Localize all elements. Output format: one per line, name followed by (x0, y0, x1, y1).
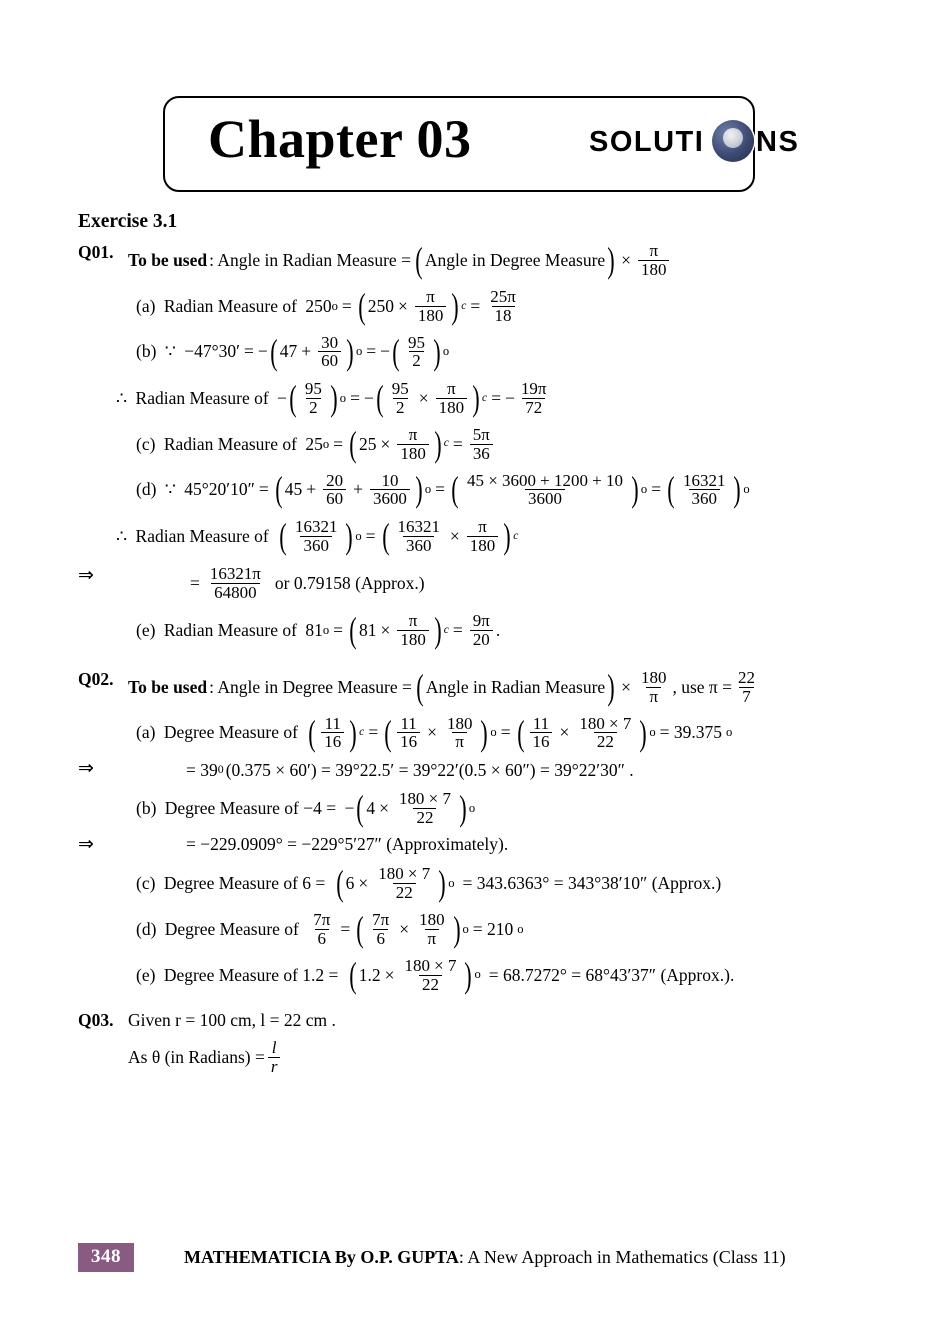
q03-line1: Given r = 100 cm, l = 22 cm . (128, 1010, 336, 1031)
q01-d-line2-text: Radian Measure of (135, 525, 269, 546)
q02-lead-tail: , use π = (672, 676, 733, 697)
q02-b-times: × (379, 797, 389, 818)
q01-c-inner-times: × (380, 433, 391, 454)
footer-caption (184, 1247, 786, 1268)
q02-c-val: 6 (345, 873, 355, 894)
q02-d-b-den: 6 (373, 929, 387, 948)
q02-c-text: Degree Measure of 6 = (163, 873, 326, 894)
q02-c-exp: o (448, 876, 455, 891)
q01-b-p1-num: 30 (321, 332, 339, 352)
q02-part-b-line2 (78, 834, 878, 857)
q01-d-p2-den: 3600 (525, 489, 565, 508)
q01-d-p1-n1: 20 (326, 470, 344, 490)
q01-label: Q01. (78, 242, 114, 263)
q02-c-tag: (c) (136, 873, 156, 894)
q01-d-line2-eq: = (365, 525, 376, 546)
footer-brand: MATHEMATICIA By O.P. GUPTA (184, 1247, 459, 1267)
q02-a-eq1: = (368, 722, 379, 743)
footer-tagline: : A New Approach in Mathematics (Class 11) (458, 1247, 786, 1267)
q02-a-eq3: = 39.375 (659, 722, 722, 743)
q01-d-eq2: = (435, 479, 446, 500)
q01-d-p1-plus1: + (306, 479, 317, 500)
q01-e-inner-val: 81 (358, 620, 377, 641)
q01-d-line2-exp2: c (513, 529, 519, 542)
q02-d-b-num: 7π (372, 910, 390, 930)
q01-b-tag: (b) (136, 341, 157, 362)
q02-a-d-den: 16 (530, 732, 553, 751)
q01-part-c: (c) Radian Measure of 25 o = ( 25 × $\frac{\pi}{180}$ ) c = $\frac{5\pi}{36}$ (136, 426, 878, 463)
q01-lead-frac-den: 180 (638, 260, 669, 279)
q02-a-a-exp: c (359, 726, 365, 739)
q02-a-e-den: 22 (594, 732, 617, 751)
q01-d-therefore: ∴ (116, 525, 128, 546)
exercise-title: Exercise 3.1 (78, 211, 178, 232)
q01-c-text: Radian Measure of (163, 433, 297, 454)
q02-lead-paren: Angle in Radian Measure (425, 676, 606, 697)
q02-pi-den: 7 (739, 687, 753, 706)
q01-b-line2-text: Radian Measure of (135, 388, 269, 409)
q02-d-c-den: π (425, 929, 440, 948)
q01-c-inner-num: π (408, 424, 418, 444)
q01-d-line2-c-num: π (478, 517, 487, 537)
q01-a-inner-den: 180 (415, 306, 446, 325)
q01-b-line2-exp: o (339, 391, 347, 406)
q02-a-eq2: = (500, 722, 511, 743)
q01-e-deg-value: 81 (305, 620, 323, 641)
q01-b-p2-den: 2 (409, 351, 423, 370)
q01-b-line2-minus2: − (363, 388, 374, 409)
q02-lead-rest: : Angle in Degree Measure = (209, 676, 412, 697)
q01-b-eq2: = (366, 341, 377, 362)
q03-label: Q03. (78, 1010, 114, 1031)
q01-d-line2-b-den: 360 (403, 536, 434, 555)
q01-lead-paren: Angle in Degree Measure (424, 250, 606, 271)
q01-d-p1-exp: o (424, 482, 432, 497)
q01-b-p2-exp: o (442, 344, 450, 359)
q02-pi-num: 22 (738, 668, 755, 688)
q02-c-result: = 343.6363° = 343°38′10″ (Approx.) (462, 873, 722, 894)
q01-b-line2-b-num: π (447, 379, 456, 399)
q01-d-p1-plus2: + (353, 479, 363, 500)
q02-b-val: 4 (366, 797, 376, 818)
q02-e-times: × (384, 964, 395, 985)
q01-a-eq1: = (341, 295, 352, 316)
q01-lead-frac-num: π (649, 241, 659, 261)
question-q03-lead (78, 1010, 878, 1031)
q01-d-p3-exp: o (743, 482, 750, 497)
q01-b-line2-num: 95 (304, 379, 322, 399)
q02-b-minus: − (344, 797, 355, 818)
q01-c-exp: c (443, 437, 449, 450)
q02-a-res-deg: o (725, 725, 733, 740)
q01-part-e: (e) Radian Measure of 81 o = ( 81 × $\frac{\pi}{180}$ ) c = $\frac{9\pi}{20}$ . (136, 610, 501, 651)
q01-c-tag: (c) (136, 433, 156, 454)
q01-d-line2-b-num: 16321 (397, 517, 440, 537)
q01-e-tag: (e) (136, 620, 156, 641)
q02-b-num: 180 × 7 (398, 789, 451, 809)
q03-line2-pre: As θ (in Radians) = (128, 1047, 265, 1068)
q01-d-lhs: 45°20′10″ (184, 479, 255, 500)
q02-part-c: (c) Degree Measure of 6 = ( 6 × $\frac{180 \times 7}{22}$ ) o = 343.6363° = 343°38′10″ (Approx.) (136, 863, 722, 904)
q01-a-tag: (a) (136, 295, 156, 316)
q01-b-minus2: − (380, 341, 391, 362)
q02-lead-bold: To be used (128, 676, 208, 697)
q02-a-line2-sup: 0 (217, 762, 224, 777)
q01-e-eq1: = (333, 620, 344, 641)
q01-d-tag: (d) (136, 479, 157, 500)
q01-a-res-num: 25π (490, 287, 516, 307)
q03-frac-den: r (268, 1057, 281, 1076)
q02-part-e: (e) Degree Measure of 1.2 = ( 1.2 × $\frac{180 \times 7}{22}$ ) o = 68.7272° = 68°43′37″ (Approx.). (136, 954, 735, 995)
q01-b-therefore: ∴ (116, 388, 128, 409)
q02-a-d-exp: o (649, 725, 656, 740)
q02-b-exp: o (468, 800, 476, 815)
q01-b-lhs: −47°30′ (184, 341, 240, 362)
q01-b-p1-plus: + (301, 341, 312, 362)
q01-lead-times: × (621, 250, 632, 271)
q02-a-b-num: 11 (400, 713, 417, 733)
q01-a-inner-val: 250 (367, 295, 394, 316)
q02-d-c-num: 180 (419, 910, 445, 930)
q01-d-line3-or: or 0.79158 (Approx.) (274, 572, 425, 593)
q01-b-minus: − (257, 341, 268, 362)
q02-c-num: 180 × 7 (378, 864, 431, 884)
q01-c-deg-value: 25 (305, 433, 323, 454)
q02-a-tag: (a) (136, 722, 156, 743)
q02-lead-frac-den: π (646, 687, 661, 706)
q02-b-implies: ⇒ (78, 833, 94, 855)
q03-line2 (128, 1039, 878, 1076)
q02-a-b-times: × (427, 722, 437, 743)
q01-part-a: (a) Radian Measure of 250 o = ( 250 × $\frac{\pi}{180}$ ) c = $\frac{25\pi}{18}$ (136, 288, 878, 325)
q01-b-line2-minus3: − (505, 388, 515, 409)
q02-d-res-deg: o (517, 921, 524, 936)
q01-b-p2-num: 95 (408, 332, 425, 352)
q01-a-text: Radian Measure of (163, 295, 297, 316)
q02-a-text: Degree Measure of (163, 722, 298, 743)
q01-lead-bold: To be used (128, 250, 208, 271)
q02-c-den: 22 (393, 883, 416, 902)
question-q02-lead: Q02. To be used : Angle in Degree Measure = ( Angle in Radian Measure ) × $\frac{180}{\pi}$ , use π = $\frac{22}{7}$ (78, 669, 878, 706)
q01-d-line2-a-den: 360 (300, 536, 331, 555)
q01-b-p1-exp: o (356, 344, 363, 359)
q02-e-val: 1.2 (358, 964, 381, 985)
q02-b-tag: (b) (136, 797, 157, 818)
q01-c-eq1: = (333, 433, 344, 454)
q01-b-line2-minus: − (277, 388, 287, 409)
q01-a-eq2: = (470, 295, 481, 316)
q01-d-eq1: = (258, 479, 269, 500)
q01-b-line2-times: × (418, 388, 429, 409)
q02-b-den: 22 (413, 808, 436, 827)
q01-e-period: . (495, 620, 501, 641)
q01-b-p1-int: 47 (279, 341, 298, 362)
q02-b-line2-text: = −229.0909° = −229°5′27″ (Approximately). (186, 833, 509, 854)
q01-d-p1-d1: 60 (323, 489, 346, 508)
q01-b-line2-den: 2 (306, 398, 320, 417)
page-number-badge: 348 (78, 1243, 134, 1272)
q01-d-line2-a-exp: o (355, 528, 362, 543)
solutions-label-right: NS (756, 126, 800, 158)
q01-e-res-num: 9π (472, 611, 490, 631)
q01-d-line3-eq: = (190, 572, 200, 593)
q01-b-line2-a-den: 2 (393, 398, 407, 417)
q02-a-c-den: π (452, 732, 467, 751)
page-footer (78, 1243, 878, 1272)
q02-e-num: 180 × 7 (404, 955, 457, 975)
q01-part-d: (d) ∵ 45°20′10″ = ( 45 + $\frac{20}{60}$ + $\frac{10}{3600}$ ) o = ( $\frac{45 \times 3600 + 1200 + 10}{3600}$ ) o = ( $\frac{16321}{360}$ ) o (136, 469, 750, 510)
q01-d-line3-num: 16321π (209, 563, 261, 583)
q02-label: Q02. (78, 669, 114, 690)
q02-a-e-num: 180 × 7 (579, 713, 632, 733)
q01-b-line2-eq2: = (491, 388, 502, 409)
q01-b-because: ∵ (164, 341, 176, 362)
q01-c-deg-sym: o (322, 436, 330, 451)
q02-a-b-exp: o (490, 725, 497, 740)
q01-d-p1-n2: 10 (381, 470, 399, 490)
q02-b-text: Degree Measure of −4 = (164, 797, 337, 818)
q02-d-tag: (d) (136, 918, 157, 939)
q01-a-exp: c (461, 299, 467, 312)
q02-d-times: × (399, 918, 410, 939)
q02-part-a: (a) Degree Measure of ( $\frac{11}{16}$ ) c = ( $\frac{11}{16}$ × $\frac{180}{\pi}$ ) o = ( $\frac{11}{16}$ × $\frac{180 \times 7}{22}$ ) o = 39.375 o (136, 712, 733, 753)
q02-d-eq1: = (340, 918, 351, 939)
q01-part-d-line2: ∴ Radian Measure of ( $\frac{16321}{360}$ ) o = ( $\frac{16321}{360}$ × $\frac{\pi}{180}$ ) c (116, 516, 519, 557)
q01-c-res-den: 36 (470, 444, 493, 463)
q01-c-inner-den: 180 (397, 444, 428, 463)
q01-e-inner-times: × (380, 620, 391, 641)
q01-e-res-den: 20 (470, 630, 493, 649)
q01-d-p1-d2: 3600 (370, 489, 410, 508)
q01-d-p2-exp: o (640, 482, 648, 497)
q01-e-exp: c (443, 623, 449, 636)
q02-d-a-num: 7π (313, 910, 331, 930)
q02-c-times: × (358, 873, 369, 894)
q01-part-b: (b) ∵ −47°30′ = − ( 47 + $\frac{30}{60}$ ) o = − ( $\frac{95}{2}$ ) o (136, 331, 450, 372)
q01-d-p1-int: 45 (284, 479, 303, 500)
solutions-globe-icon (712, 120, 754, 162)
q01-d-p2-num: 45 × 3600 + 1200 + 10 (466, 470, 623, 490)
q01-e-text: Radian Measure of (163, 620, 297, 641)
q01-e-inner-den: 180 (397, 630, 428, 649)
q01-a-deg-value: 250 (305, 295, 332, 316)
question-q01-lead: Q01. To be used : Angle in Radian Measure = ( Angle in Degree Measure ) × $\frac{\pi}{180}$ (78, 242, 878, 279)
q02-a-implies: ⇒ (78, 758, 94, 780)
q01-e-eq2: = (452, 620, 463, 641)
q01-b-p1-den: 60 (318, 351, 341, 370)
q02-e-den: 22 (419, 975, 442, 994)
q02-d-exp: o (462, 921, 469, 936)
q01-d-p3-num: 16321 (683, 470, 726, 490)
q01-d-p3-den: 360 (689, 489, 720, 508)
q02-a-a-num: 11 (324, 713, 341, 733)
q01-a-deg-sym: o (331, 298, 338, 313)
q01-a-res-den: 18 (492, 306, 515, 325)
chapter-header-box (163, 96, 800, 192)
q01-b-line2-a-num: 95 (391, 379, 409, 399)
q02-e-result: = 68.7272° = 68°43′37″ (Approx.). (488, 964, 735, 985)
q02-e-tag: (e) (136, 964, 156, 985)
q02-a-a-den: 16 (321, 732, 344, 751)
q02-a-b-den: 16 (397, 732, 420, 751)
q01-c-res-num: 5π (472, 424, 490, 444)
q02-a-line2-rest: (0.375 × 60′) = 39°22.5′ = 39°22′(0.5 × 60″) = 39°22′30″ . (225, 759, 634, 780)
q01-lead-rest: : Angle in Radian Measure = (209, 250, 411, 271)
q01-d-line2-c-den: 180 (467, 536, 498, 555)
solutions-label-left: SOLUTI (589, 126, 705, 158)
q01-a-inner-num: π (426, 287, 435, 307)
chapter-title: Chapter 03 (208, 109, 472, 169)
document-body (78, 210, 878, 1078)
q02-d-eq2: = 210 (472, 918, 514, 939)
q02-lead-frac-num: 180 (641, 668, 667, 688)
q02-e-exp: o (474, 967, 481, 982)
q02-part-a-line2 (78, 758, 878, 781)
q01-b-line2-exp2: c (482, 391, 488, 404)
q02-lead-times: × (621, 676, 632, 697)
q02-e-text: Degree Measure of 1.2 = (163, 964, 339, 985)
q01-c-eq2: = (452, 433, 463, 454)
q01-e-deg-sym: o (322, 623, 330, 638)
q01-d-implies: ⇒ (78, 564, 94, 586)
q01-part-b-line2: ∴ Radian Measure of − ( $\frac{95}{2}$ ) o = − ( $\frac{95}{2}$ × $\frac{\pi}{180}$ ) c = − $\frac{19\pi}{72}$ (116, 380, 878, 417)
q01-d-line3-den: 64800 (211, 583, 259, 602)
q02-a-line2-text: = 39 (186, 759, 218, 780)
q03-frac-num: l (271, 1038, 277, 1058)
q02-d-text: Degree Measure of (164, 918, 299, 939)
q01-d-line2-a-num: 16321 (295, 517, 338, 537)
q01-b-line2-eq1: = (350, 388, 360, 409)
q02-part-b: (b) Degree Measure of −4 = − ( 4 × $\frac{180 \times 7}{22}$ ) o (136, 788, 476, 829)
q02-part-d: (d) Degree Measure of $\frac{7\pi}{6}$ = ( $\frac{7\pi}{6}$ × $\frac{180}{\pi}$ ) o = 210 o (136, 909, 524, 950)
q01-d-because: ∵ (164, 479, 176, 500)
q02-a-d-num: 11 (532, 713, 550, 733)
q01-c-inner-val: 25 (358, 433, 377, 454)
q02-a-d-times: × (559, 722, 570, 743)
q01-b-line2-r-den: 72 (522, 398, 545, 417)
q01-part-d-line3 (78, 565, 878, 602)
q02-a-c-num: 180 (446, 713, 473, 733)
q01-d-line2-times: × (449, 525, 460, 546)
q01-d-eq3: = (651, 479, 662, 500)
q01-b-line2-b-den: 180 (436, 398, 467, 417)
q01-a-inner-times: × (397, 295, 408, 316)
q01-b-eq1: = (244, 341, 254, 362)
q01-e-inner-num: π (408, 611, 418, 631)
q02-d-a-den: 6 (315, 929, 329, 948)
q01-b-line2-r-num: 19π (520, 379, 547, 399)
